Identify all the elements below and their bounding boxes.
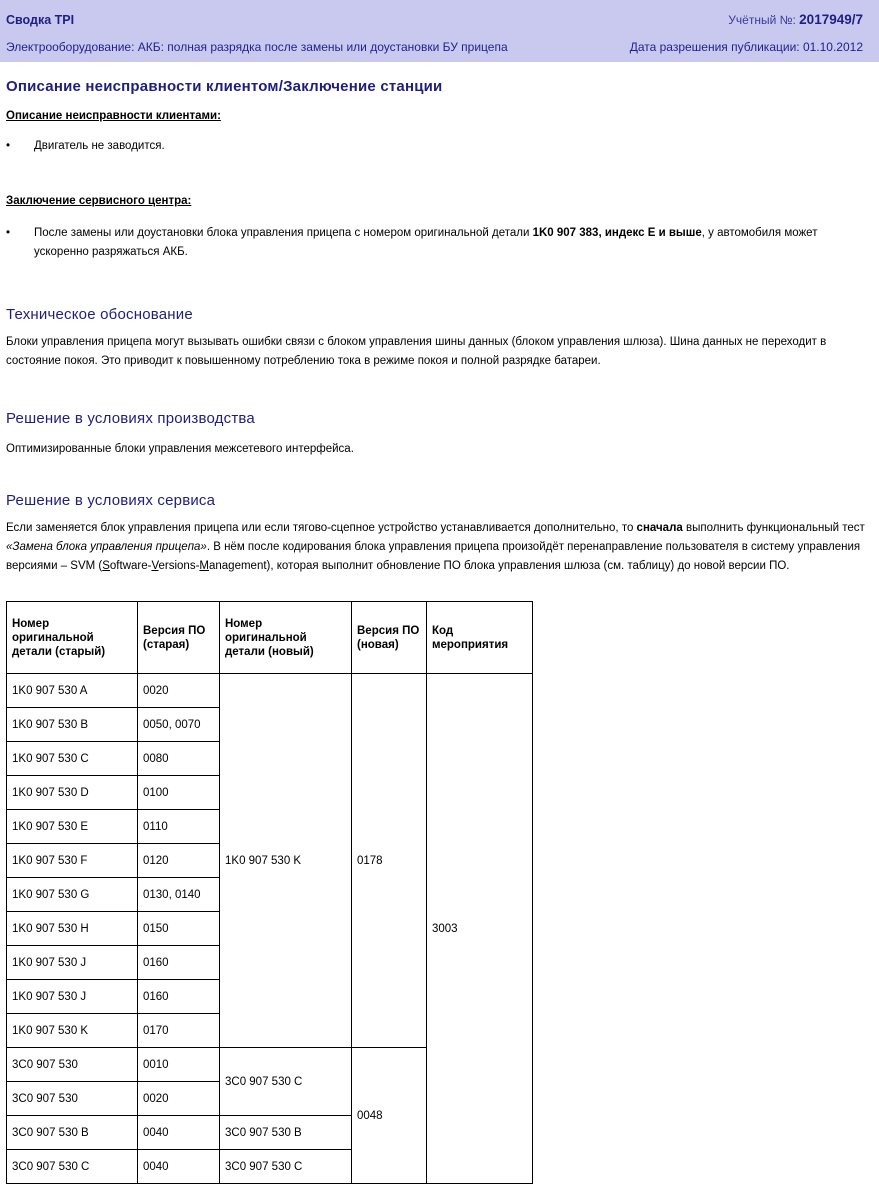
service-conclusion-item — [6, 224, 854, 262]
old-part-cell: 1K0 907 530 H — [7, 912, 138, 946]
new-version-cell: 0048 — [352, 1048, 427, 1184]
customer-complaint-heading: Описание неисправности клиентами: — [6, 110, 221, 122]
old-version-cell: 0040 — [138, 1150, 220, 1184]
complaint-section-title: Описание неисправности клиентом/Заключение станции — [6, 78, 443, 95]
account-number-block — [728, 12, 863, 27]
old-version-cell: 0150 — [138, 912, 220, 946]
old-part-cell: 3C0 907 530 — [7, 1082, 138, 1116]
svm-letter: M — [199, 560, 209, 572]
new-part-cell: 3C0 907 530 C — [220, 1048, 352, 1116]
svm-letter: V — [151, 560, 159, 572]
svm-word: anagement — [209, 560, 267, 572]
service-conclusion-text-end: , у автомобиля может ускоренно разряжаться АКБ. — [34, 227, 818, 258]
svm-word: ersions- — [158, 560, 200, 572]
table-row — [7, 674, 533, 708]
customer-complaint-text: Двигатель не заводится. — [34, 140, 165, 152]
service-text-part: ), которая выполнит обновление ПО блока управления шлюза (см. таблицу) до новой версии ПО. — [266, 560, 790, 572]
doc-type: Сводка TPI — [6, 12, 75, 27]
old-version-cell: 0160 — [138, 980, 220, 1014]
old-part-cell: 1K0 907 530 F — [7, 844, 138, 878]
service-conclusion-heading: Заключение сервисного центра: — [6, 195, 192, 207]
bullet-icon: • — [6, 227, 11, 239]
technical-text: Блоки управления прицепа могут вызывать ошибки связи с блоком управления шины данных (блоком управления шлюза). Шина данных не переходит в состояние покоя. Это приводит к повышенному потреблению тока в режиме покоя и полной разрядке батареи. — [6, 336, 827, 367]
production-section-title: Решение в условиях производства — [6, 410, 255, 427]
svm-word: oftware- — [109, 560, 152, 572]
old-version-cell: 0120 — [138, 844, 220, 878]
bullet-icon: • — [6, 140, 11, 152]
old-part-cell: 1K0 907 530 J — [7, 980, 138, 1014]
service-conclusion-part-number: 1K0 907 383, индекс E и выше — [532, 227, 702, 239]
new-part-cell: 1K0 907 530 K — [220, 674, 352, 1048]
production-text: Оптимизированные блоки управления межсетевого интерфейса. — [6, 443, 354, 455]
old-part-cell: 1K0 907 530 J — [7, 946, 138, 980]
new-version-cell: 0178 — [352, 674, 427, 1048]
action-code-cell: 3003 — [427, 674, 533, 1184]
service-text-part: Если заменяется блок управления прицепа или если тягово-сцепное устройство устанавливается дополнительно, то — [6, 522, 637, 534]
service-conclusion-text: После замены или доустановки блока управления прицепа с номером оригинальной детали — [34, 227, 533, 239]
service-text-part: . В нём после кодирования блока управления прицепа произойдёт перенаправление пользователя в систему управления версиями – SVM ( — [6, 541, 861, 572]
old-version-cell: 0110 — [138, 810, 220, 844]
publish-date: Дата разрешения публикации: 01.10.2012 — [629, 40, 863, 54]
old-version-cell: 0100 — [138, 776, 220, 810]
header-old-version: Версия ПО (старая) — [138, 602, 220, 674]
service-section-title: Решение в условиях сервиса — [6, 492, 216, 509]
old-part-cell: 1K0 907 530 E — [7, 810, 138, 844]
new-part-cell: 3C0 907 530 C — [220, 1150, 352, 1184]
header-old-part: Номер оригинальной детали (старый) — [7, 602, 138, 674]
old-part-cell: 1K0 907 530 D — [7, 776, 138, 810]
old-version-cell: 0040 — [138, 1116, 220, 1150]
technical-section-title: Техническое обоснование — [6, 306, 193, 323]
doc-subject: Электрооборудование: АКБ: полная разрядка после замены или доустановки БУ прицепа — [6, 40, 508, 54]
functional-test-name: «Замена блока управления прицепа» — [6, 541, 207, 553]
header-action-code: Код мероприятия — [427, 602, 533, 674]
old-version-cell: 0050, 0070 — [138, 708, 220, 742]
old-part-cell: 1K0 907 530 B — [7, 708, 138, 742]
old-part-cell: 1K0 907 530 C — [7, 742, 138, 776]
service-text — [6, 519, 872, 576]
document-header — [0, 0, 879, 62]
old-version-cell: 0130, 0140 — [138, 878, 220, 912]
old-version-cell: 0020 — [138, 1082, 220, 1116]
old-part-cell: 3C0 907 530 B — [7, 1116, 138, 1150]
account-label: Учётный №: — [728, 13, 796, 27]
old-version-cell: 0160 — [138, 946, 220, 980]
header-new-version: Версия ПО (новая) — [352, 602, 427, 674]
parts-table — [6, 601, 533, 1184]
old-version-cell: 0080 — [138, 742, 220, 776]
old-part-cell: 1K0 907 530 G — [7, 878, 138, 912]
service-text-part: выполнить функциональный тест — [682, 522, 865, 534]
old-part-cell: 3C0 907 530 C — [7, 1150, 138, 1184]
svm-letter: S — [102, 560, 110, 572]
old-version-cell: 0010 — [138, 1048, 220, 1082]
account-number: 2017949/7 — [799, 12, 863, 27]
table-header-row — [7, 602, 533, 674]
old-version-cell: 0020 — [138, 674, 220, 708]
header-new-part: Номер оригинальной детали (новый) — [220, 602, 352, 674]
old-part-cell: 1K0 907 530 K — [7, 1014, 138, 1048]
old-part-cell: 1K0 907 530 A — [7, 674, 138, 708]
old-version-cell: 0170 — [138, 1014, 220, 1048]
service-text-emphasis: сначала — [636, 522, 683, 534]
old-part-cell: 3C0 907 530 — [7, 1048, 138, 1082]
new-part-cell: 3C0 907 530 B — [220, 1116, 352, 1150]
customer-complaint-item — [6, 137, 854, 156]
